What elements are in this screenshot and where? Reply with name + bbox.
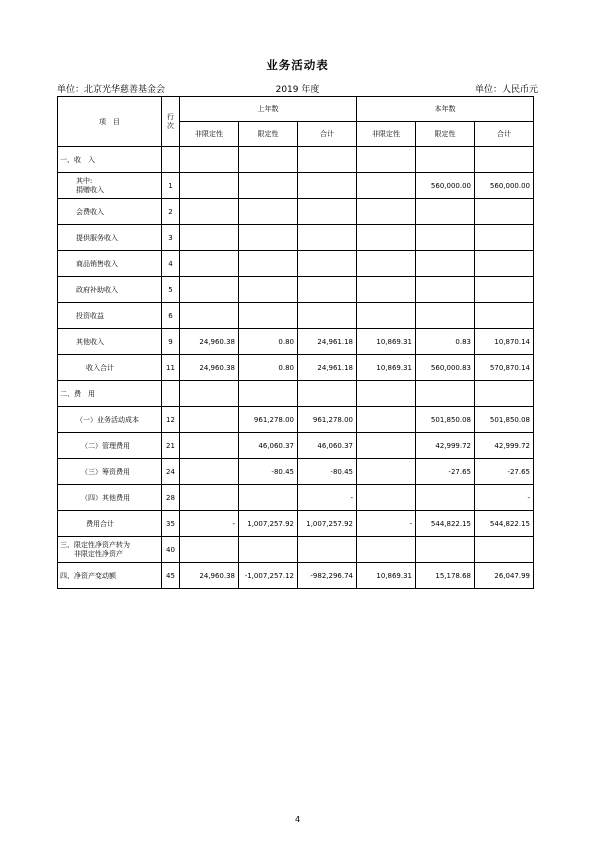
row-label: 提供服务收入 [58, 225, 162, 251]
amount-cell [475, 199, 534, 225]
row-label: 其他收入 [58, 329, 162, 355]
amount-cell: 1,007,257.92 [298, 511, 357, 537]
amount-cell: -27.65 [475, 459, 534, 485]
amount-cell [180, 173, 239, 199]
amount-cell [357, 433, 416, 459]
amount-cell [357, 251, 416, 277]
amount-cell [357, 381, 416, 407]
amount-cell: 24,961.18 [298, 355, 357, 381]
amount-cell: 24,961.18 [298, 329, 357, 355]
amount-cell [298, 277, 357, 303]
amount-cell: 544,822.15 [416, 511, 475, 537]
report-title: 业务活动表 [266, 58, 329, 72]
amount-cell [180, 381, 239, 407]
amount-cell [475, 303, 534, 329]
row-line-number: 21 [162, 433, 180, 459]
subheader-prior-total: 合计 [298, 122, 357, 147]
row-line-number: 4 [162, 251, 180, 277]
amount-cell: 0.80 [239, 329, 298, 355]
amount-cell: 42,999.72 [416, 433, 475, 459]
amount-cell: 46,060.37 [298, 433, 357, 459]
row-sales-income [58, 251, 534, 277]
row-other-income [58, 329, 534, 355]
amount-cell [416, 277, 475, 303]
row-line-number: 45 [162, 563, 180, 589]
amount-cell: -1,007,257.12 [239, 563, 298, 589]
amount-cell [475, 537, 534, 563]
amount-cell: 24,960.38 [180, 329, 239, 355]
row-net-asset-change [58, 563, 534, 589]
row-total-income [58, 355, 534, 381]
subheader-current-unrestricted: 非限定性 [357, 122, 416, 147]
amount-cell [239, 199, 298, 225]
amount-cell [416, 147, 475, 173]
amount-cell [180, 537, 239, 563]
amount-cell [298, 147, 357, 173]
amount-cell: 10,869.31 [357, 563, 416, 589]
amount-cell [357, 303, 416, 329]
subheader-current-restricted: 限定性 [416, 122, 475, 147]
row-service-income [58, 225, 534, 251]
amount-cell [298, 537, 357, 563]
row-donation-income [58, 173, 534, 199]
currency-unit-label: 单位：人民币元 [474, 85, 538, 95]
amount-cell: - [180, 511, 239, 537]
row-label: 投资收益 [58, 303, 162, 329]
amount-cell: 0.83 [416, 329, 475, 355]
amount-cell: 1,007,257.92 [239, 511, 298, 537]
amount-cell: 0.80 [239, 355, 298, 381]
row-line-number: 11 [162, 355, 180, 381]
amount-cell: 560,000.00 [416, 173, 475, 199]
amount-cell [416, 199, 475, 225]
row-total-expenses [58, 511, 534, 537]
amount-cell [180, 433, 239, 459]
row-label: 二、费 用 [58, 381, 162, 407]
amount-cell: -982,296.74 [298, 563, 357, 589]
amount-cell [180, 251, 239, 277]
amount-cell [239, 277, 298, 303]
activity-statement-table [57, 96, 534, 589]
row-label: 政府补助收入 [58, 277, 162, 303]
amount-cell [298, 381, 357, 407]
row-label: 收入合计 [58, 355, 162, 381]
amount-cell: - [357, 511, 416, 537]
row-line-number: 28 [162, 485, 180, 511]
amount-cell: 42,999.72 [475, 433, 534, 459]
amount-cell: 15,178.68 [416, 563, 475, 589]
amount-cell [416, 381, 475, 407]
row-label: 商品销售收入 [58, 251, 162, 277]
year-label: 2019 年度 [275, 85, 320, 95]
row-label: 四、净资产变动额 [58, 563, 162, 589]
header-item: 项 目 [58, 97, 162, 147]
row-line-number: 35 [162, 511, 180, 537]
page-number: 4 [294, 815, 301, 824]
amount-cell [239, 251, 298, 277]
amount-cell [180, 225, 239, 251]
amount-cell [298, 303, 357, 329]
amount-cell [180, 303, 239, 329]
row-other-expenses [58, 485, 534, 511]
row-label: 费用合计 [58, 511, 162, 537]
amount-cell: 46,060.37 [239, 433, 298, 459]
amount-cell [180, 199, 239, 225]
row-admin-expenses [58, 433, 534, 459]
row-line-number [162, 381, 180, 407]
amount-cell: 961,278.00 [239, 407, 298, 433]
row-investment-income [58, 303, 534, 329]
row-line-number: 5 [162, 277, 180, 303]
amount-cell: -80.45 [298, 459, 357, 485]
amount-cell [298, 225, 357, 251]
amount-cell [180, 459, 239, 485]
amount-cell [357, 407, 416, 433]
amount-cell: 560,000.00 [475, 173, 534, 199]
amount-cell: 501,850.08 [416, 407, 475, 433]
subheader-current-total: 合计 [475, 122, 534, 147]
amount-cell [357, 199, 416, 225]
amount-cell: - [475, 485, 534, 511]
row-line-number: 24 [162, 459, 180, 485]
amount-cell: 24,960.38 [180, 563, 239, 589]
amount-cell: 570,870.14 [475, 355, 534, 381]
row-line-number: 6 [162, 303, 180, 329]
amount-cell [416, 537, 475, 563]
row-label: （二）管理费用 [58, 433, 162, 459]
amount-cell: 501,850.08 [475, 407, 534, 433]
subheader-prior-unrestricted: 非限定性 [180, 122, 239, 147]
row-line-number: 1 [162, 173, 180, 199]
row-label: 三、限定性净资产转为 非限定性净资产 [58, 537, 162, 563]
amount-cell: 26,047.99 [475, 563, 534, 589]
header-line-number: 行 次 [162, 97, 180, 147]
amount-cell: - [298, 485, 357, 511]
row-label: 一、收 入 [58, 147, 162, 173]
amount-cell: -80.45 [239, 459, 298, 485]
amount-cell [475, 147, 534, 173]
row-government-grants [58, 277, 534, 303]
row-restricted-released [58, 537, 534, 563]
amount-cell [475, 251, 534, 277]
amount-cell [416, 225, 475, 251]
amount-cell [239, 381, 298, 407]
amount-cell [416, 251, 475, 277]
amount-cell [416, 303, 475, 329]
header-current-year: 本年数 [357, 97, 534, 122]
row-label: （三）筹资费用 [58, 459, 162, 485]
amount-cell [357, 173, 416, 199]
row-fundraising-expenses [58, 459, 534, 485]
row-expense-section [58, 381, 534, 407]
header-prior-year: 上年数 [180, 97, 357, 122]
amount-cell [239, 485, 298, 511]
row-membership-fees [58, 199, 534, 225]
amount-cell [180, 277, 239, 303]
amount-cell [180, 407, 239, 433]
amount-cell [357, 537, 416, 563]
row-line-number: 40 [162, 537, 180, 563]
amount-cell [357, 147, 416, 173]
amount-cell [475, 225, 534, 251]
row-line-number: 9 [162, 329, 180, 355]
amount-cell [475, 277, 534, 303]
amount-cell [357, 225, 416, 251]
amount-cell: 10,870.14 [475, 329, 534, 355]
row-line-number: 12 [162, 407, 180, 433]
amount-cell: -27.65 [416, 459, 475, 485]
amount-cell [239, 303, 298, 329]
amount-cell: 24,960.38 [180, 355, 239, 381]
amount-cell [239, 147, 298, 173]
amount-cell [239, 173, 298, 199]
subheader-prior-restricted: 限定性 [239, 122, 298, 147]
amount-cell [239, 537, 298, 563]
row-label: （一）业务活动成本 [58, 407, 162, 433]
row-line-number: 2 [162, 199, 180, 225]
row-label: 会费收入 [58, 199, 162, 225]
amount-cell [239, 225, 298, 251]
amount-cell: 961,278.00 [298, 407, 357, 433]
amount-cell: 560,000.83 [416, 355, 475, 381]
row-line-number: 3 [162, 225, 180, 251]
amount-cell [180, 147, 239, 173]
amount-cell [298, 173, 357, 199]
amount-cell: 544,822.15 [475, 511, 534, 537]
amount-cell: 10,869.31 [357, 329, 416, 355]
amount-cell [416, 485, 475, 511]
row-program-costs [58, 407, 534, 433]
row-label: 其中: 捐赠收入 [58, 173, 162, 199]
amount-cell [298, 199, 357, 225]
amount-cell [357, 485, 416, 511]
amount-cell [298, 251, 357, 277]
amount-cell [180, 485, 239, 511]
row-line-number [162, 147, 180, 173]
amount-cell: 10,869.31 [357, 355, 416, 381]
amount-cell [357, 459, 416, 485]
amount-cell [475, 381, 534, 407]
organization-label: 单位：北京光华慈善基金会 [57, 85, 166, 95]
row-label: （四）其他费用 [58, 485, 162, 511]
row-income-section [58, 147, 534, 173]
amount-cell [357, 277, 416, 303]
